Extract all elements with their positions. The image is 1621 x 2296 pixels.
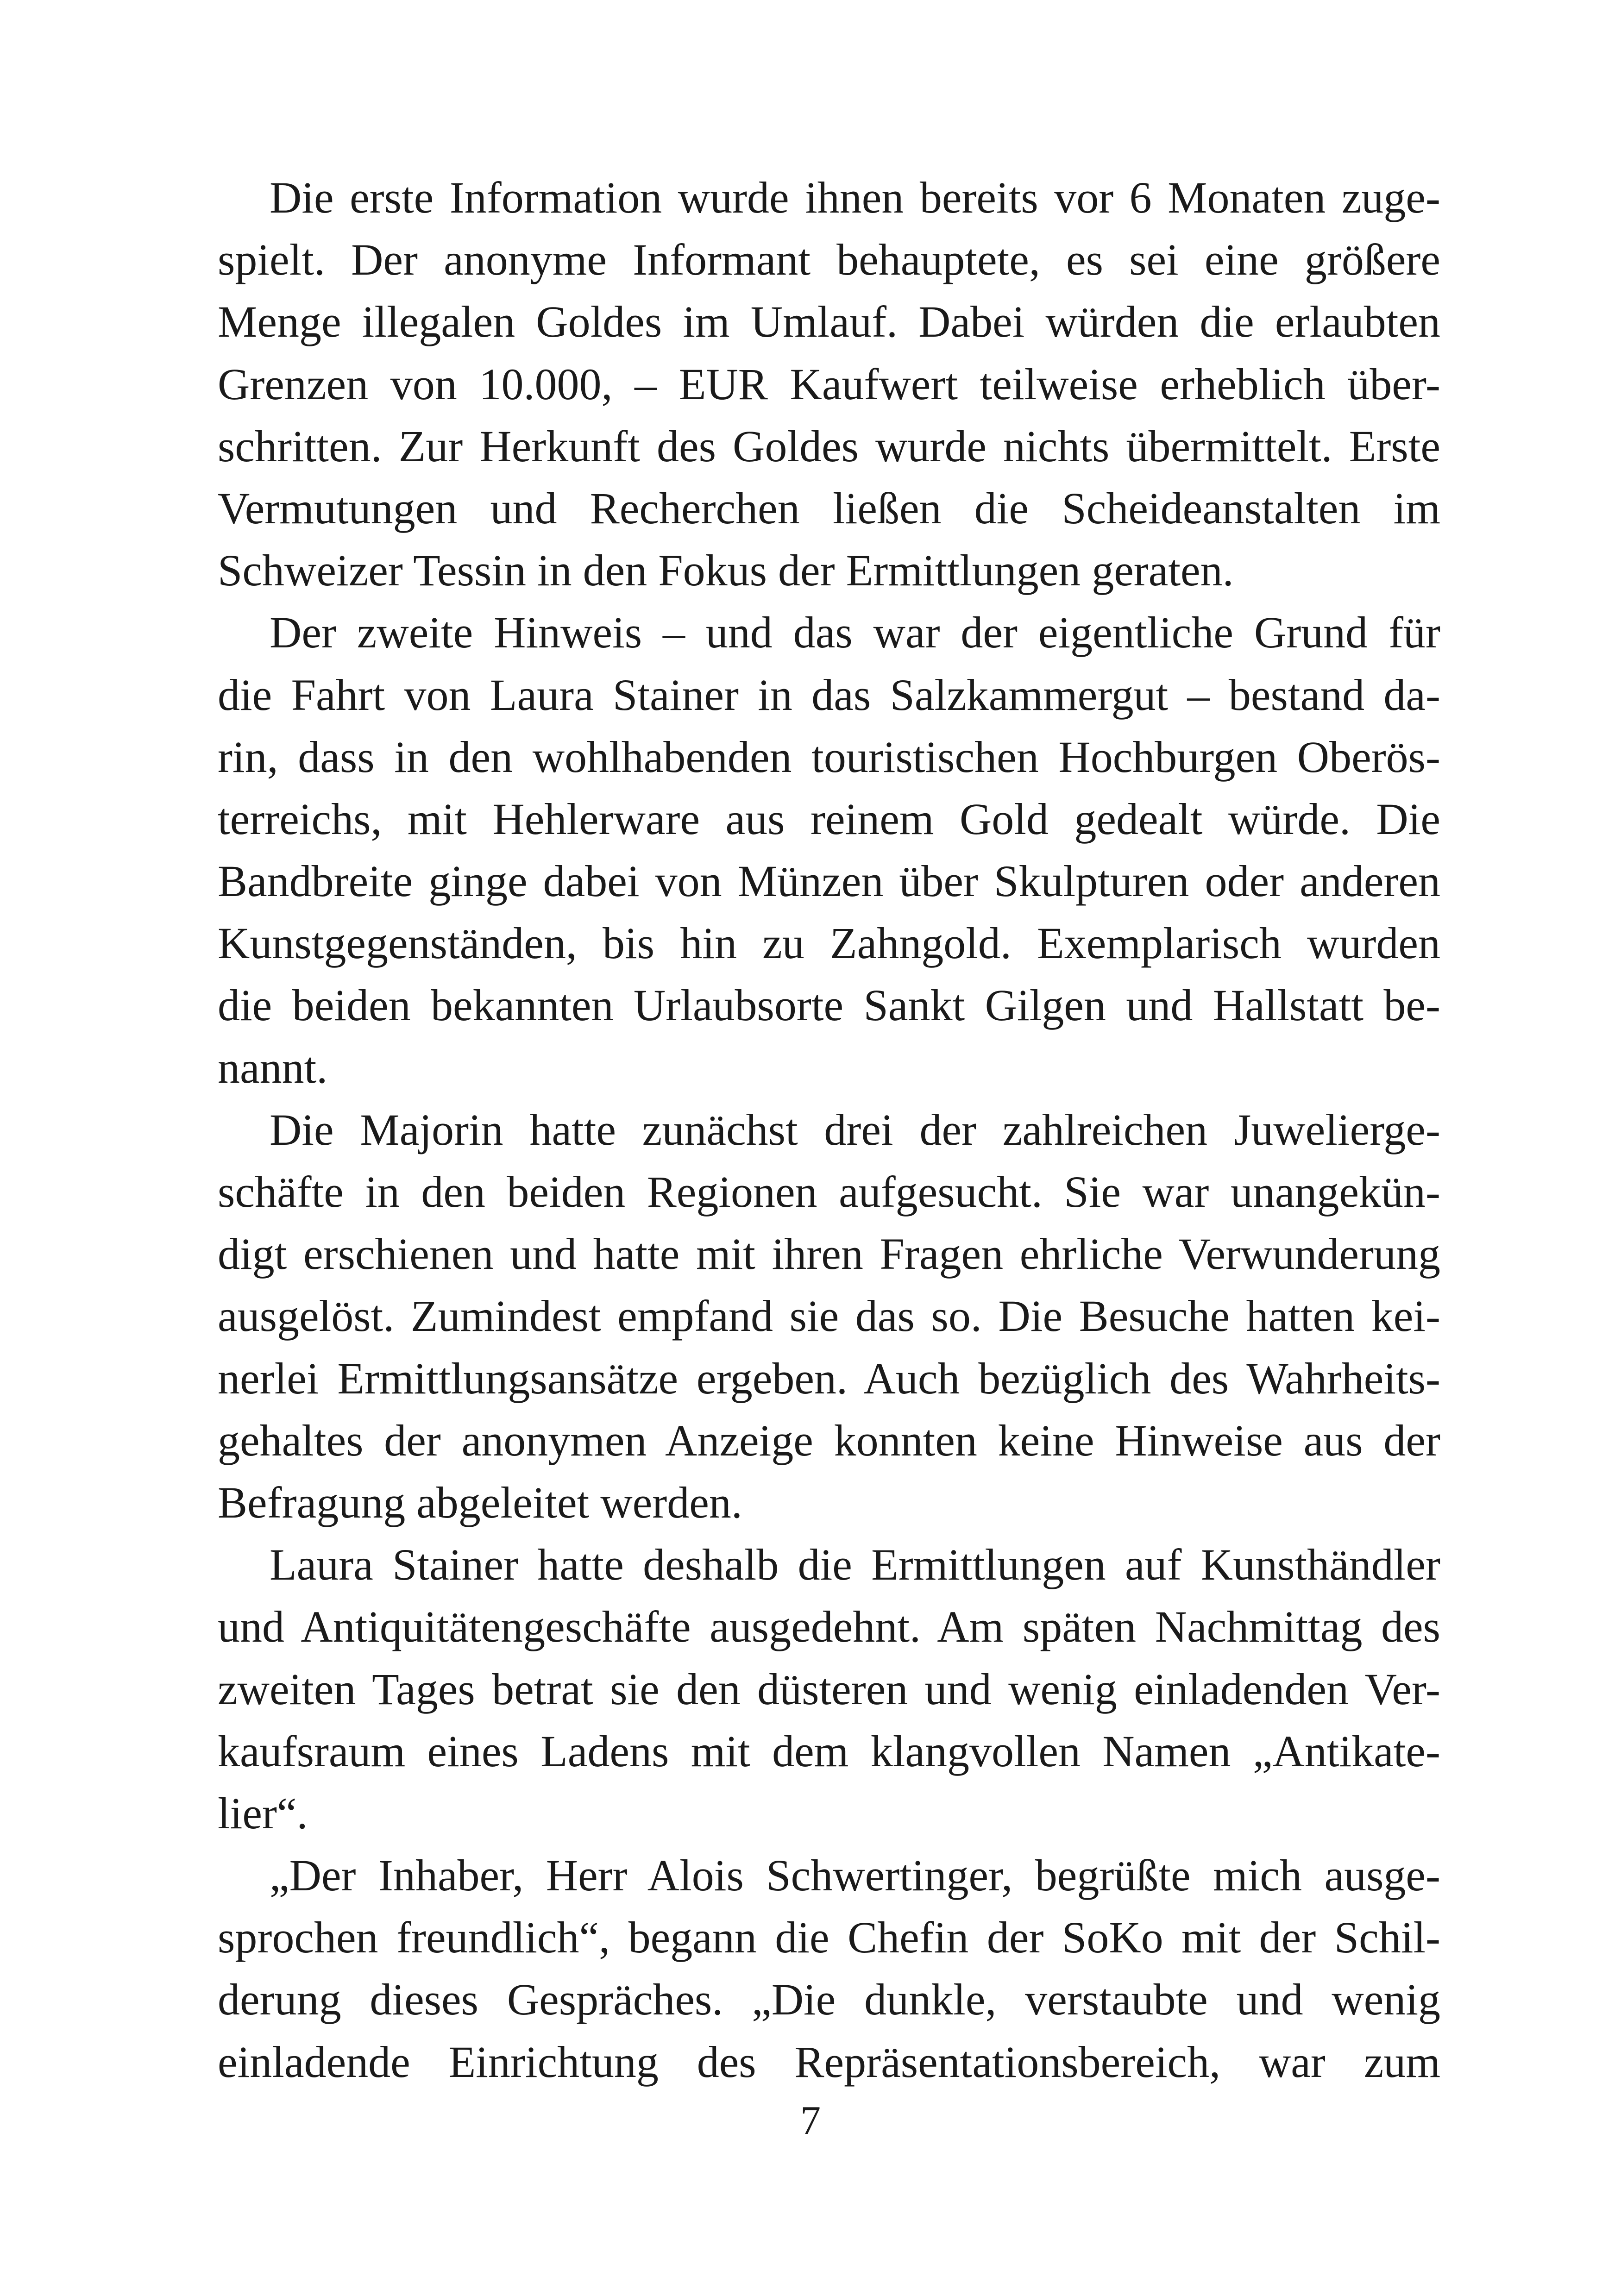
text-line: Befragung abgeleitet werden. [218, 1477, 742, 1527]
text-line: gehaltes der anonymen Anzeige konnten keine Hinweise aus der [218, 1415, 1440, 1465]
text-line: die beiden bekannten Urlaubsorte Sankt Gilgen und Hallstatt be- [218, 980, 1440, 1030]
text-line: Menge illegalen Goldes im Umlauf. Dabei würden die erlaubten [218, 297, 1440, 347]
text-line: einladende Einrichtung des Repräsentationsbereich, war zum [218, 2037, 1440, 2087]
body-text [218, 167, 1440, 2093]
text-line: sprochen freundlich“, begann die Chefin der SoKo mit der Schil- [218, 1913, 1440, 1963]
text-line: rin, dass in den wohlhabenden touristischen Hochburgen Oberös- [218, 732, 1440, 782]
text-line: schäfte in den beiden Regionen aufgesucht. Sie war unangekün- [218, 1167, 1440, 1217]
text-line: Kunstgegenständen, bis hin zu Zahngold. Exemplarisch wurden [218, 918, 1440, 968]
text-line: derung dieses Gespräches. „Die dunkle, verstaubte und wenig [218, 1975, 1440, 2025]
text-line: spielt. Der anonyme Informant behauptete, es sei eine größere [218, 235, 1440, 285]
text-line: Die erste Information wurde ihnen bereits vor 6 Monaten zuge- [270, 173, 1440, 222]
text-line: digt erschienen und hatte mit ihren Fragen ehrliche Verwunderung [218, 1229, 1440, 1279]
text-line: zweiten Tages betrat sie den düsteren und wenig einladenden Ver- [218, 1664, 1440, 1714]
text-line: ausgelöst. Zumindest empfand sie das so. Die Besuche hatten kei- [218, 1291, 1440, 1341]
text-line: terreichs, mit Hehlerware aus reinem Gold gedealt würde. Die [218, 794, 1440, 844]
text-line: Laura Stainer hatte deshalb die Ermittlungen auf Kunsthändler [270, 1540, 1440, 1590]
text-line: nannt. [218, 1042, 328, 1092]
text-line: schritten. Zur Herkunft des Goldes wurde nichts übermittelt. Erste [218, 421, 1440, 471]
text-line: Grenzen von 10.000, – EUR Kaufwert teilweise erheblich über- [218, 359, 1440, 409]
text-line: die Fahrt von Laura Stainer in das Salzkammergut – bestand da- [218, 670, 1440, 720]
text-line: „Der Inhaber, Herr Alois Schwertinger, begrüßte mich ausge- [270, 1851, 1440, 1901]
text-line: lier“. [218, 1788, 308, 1838]
text-line: kaufsraum eines Ladens mit dem klangvollen Namen „Antikate- [218, 1726, 1440, 1776]
text-line: Vermutungen und Recherchen ließen die Scheideanstalten im [218, 483, 1440, 533]
text-line: Schweizer Tessin in den Fokus der Ermittlungen geraten. [218, 546, 1234, 596]
text-line: und Antiquitätengeschäfte ausgedehnt. Am späten Nachmittag des [218, 1602, 1440, 1652]
text-line: Die Majorin hatte zunächst drei der zahlreichen Juweliergе- [270, 1104, 1440, 1154]
text-line: Bandbreite ginge dabei von Münzen über Skulpturen oder anderen [218, 856, 1440, 906]
text-line: nerlei Ermittlungsansätze ergeben. Auch bezüglich des Wahrheits- [218, 1353, 1440, 1403]
page-number: 7 [800, 2098, 821, 2143]
text-line: Der zweite Hinweis – und das war der eigentliche Grund für [270, 608, 1440, 658]
